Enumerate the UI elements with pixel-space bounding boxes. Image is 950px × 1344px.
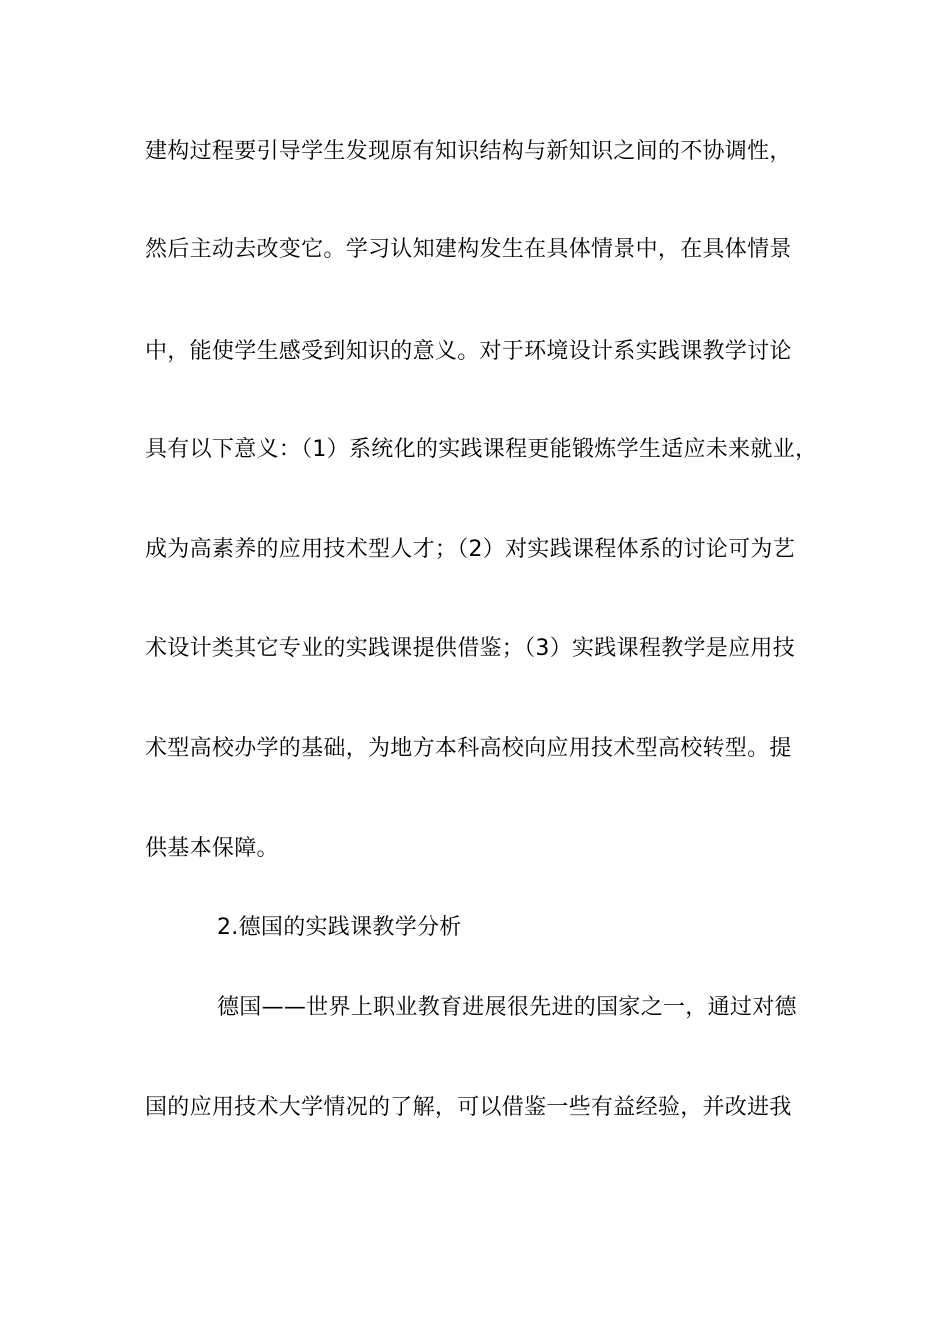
paragraph-line: 国的应用技术大学情况的了解，可以借鉴一些有益经验，并改进我 — [145, 1095, 792, 1120]
paragraph-line: 中，能使学生感受到知识的意义。对于环境设计系实践课教学讨论 — [145, 339, 792, 364]
paragraph-line: 建构过程要引导学生发现原有知识结构与新知识之间的不协调性， — [145, 139, 792, 164]
paragraph-line: 术型高校办学的基础，为地方本科高校向应用技术型高校转型。提 — [145, 736, 792, 761]
paragraph-line: 德国——世界上职业教育进展很先进的国家之一，通过对德 — [217, 995, 797, 1020]
paragraph-line: 术设计类其它专业的实践课提供借鉴；（3）实践课程教学是应用技 — [145, 636, 795, 661]
section-heading: 2.德国的实践课教学分析 — [217, 915, 462, 940]
paragraph-line: 供基本保障。 — [145, 836, 279, 861]
paragraph-line: 成为高素养的应用技术型人才；（2）对实践课程体系的讨论可为艺 — [145, 537, 795, 562]
paragraph-line: 具有以下意义：（1）系统化的实践课程更能锻炼学生适应未来就业， — [145, 437, 818, 462]
paragraph-line: 然后主动去改变它。学习认知建构发生在具体情景中，在具体情景 — [145, 237, 792, 262]
